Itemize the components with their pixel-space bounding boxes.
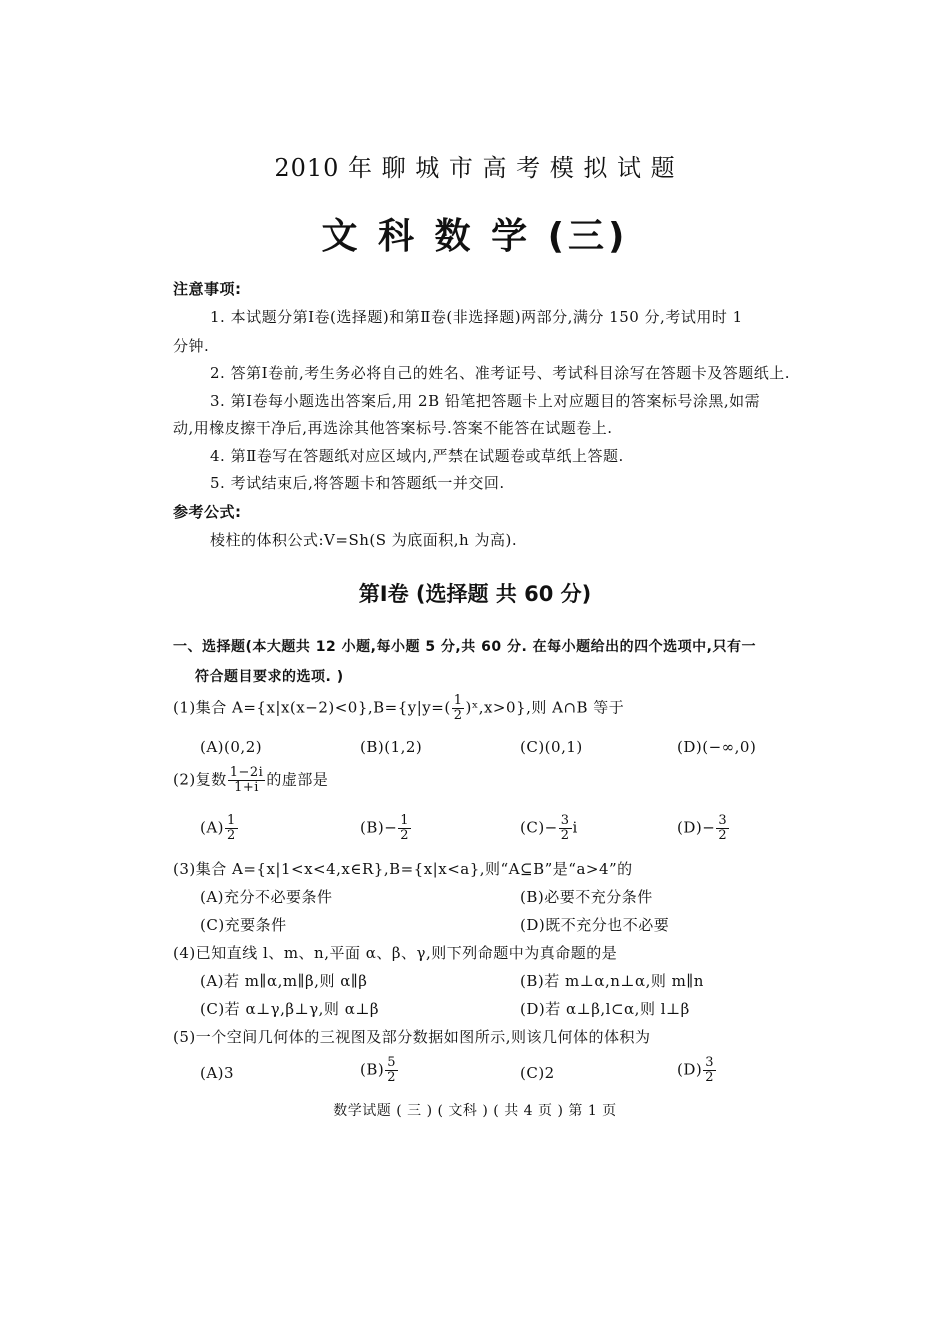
section-instruction-2: 符合题目要求的选项. ) [195,669,344,685]
formula-heading: 参考公式: [173,503,242,521]
notice-item-2: 2. 答第Ⅰ卷前,考生务必将自己的姓名、准考证号、考试科目涂写在答题卡及答题纸上. [210,364,791,382]
section-instruction-1: 一、选择题(本大题共 12 小题,每小题 5 分,共 60 分. 在每小题给出的四个选项中,只有一 [173,639,756,655]
q5-d-label: (D) [677,1060,703,1079]
q3-option-b: (B)必要不充分条件 [520,888,653,906]
question-3-stem: (3)集合 A={x|1<x<4,x∈R},B={x|x<a},则“A⊆B”是“a>4”的 [173,860,633,878]
exam-subtitle: 2010 年 聊 城 市 高 考 模 拟 试 题 [274,154,676,182]
q5-option-a: (A)3 [200,1064,235,1082]
notice-heading: 注意事项: [173,280,242,298]
q2-fraction [228,766,266,795]
q1-fraction [452,694,465,723]
q5-d-den: 2 [705,1070,715,1085]
q1-stem-a: (1)集合 A={x|x(x−2)<0},B={y|y=( [173,698,451,717]
q4-option-c: (C)若 α⊥γ,β⊥γ,则 α⊥β [200,1000,380,1018]
q2-stem-a: (2)复数 [173,770,227,789]
question-1-stem [173,694,624,723]
notice-item-5: 5. 考试结束后,将答题卡和答题纸一并交回. [210,474,505,492]
q2-c-suffix: i [572,818,578,837]
q5-d-num: 3 [705,1055,715,1070]
q1-option-b: (B)(1,2) [360,738,423,756]
q4-option-a: (A)若 m∥α,m∥β,则 α∥β [200,972,368,990]
q5-b-label: (B) [360,1060,385,1079]
q2-option-b [360,814,412,843]
q2-a-label: (A) [200,818,225,837]
q2-a-frac [225,814,238,843]
q2-c-label: (C)− [520,818,558,837]
q4-option-d: (D)若 α⊥β,l⊂α,则 l⊥β [520,1000,690,1018]
q2-b-label: (B)− [360,818,398,837]
question-5-stem: (5)一个空间几何体的三视图及部分数据如图所示,则该几何体的体积为 [173,1028,651,1046]
q2-option-a [200,814,239,843]
q2-d-den: 2 [718,828,728,843]
notice-item-3: 3. 第Ⅰ卷每小题选出答案后,用 2B 铅笔把答题卡上对应题目的答案标号涂黑,如需 [210,392,761,410]
q2-c-den: 2 [560,828,570,843]
q3-option-d: (D)既不充分也不必要 [520,916,670,934]
question-4-stem: (4)已知直线 l、m、n,平面 α、β、γ,则下列命题中为真命题的是 [173,944,618,962]
q2-frac-num: 1−2i [229,765,264,780]
q5-b-den: 2 [387,1070,397,1085]
q3-option-a: (A)充分不必要条件 [200,888,333,906]
q2-option-d [677,814,730,843]
section-title: 第Ⅰ卷 (选择题 共 60 分) [358,582,592,606]
q4-option-b: (B)若 m⊥α,n⊥α,则 m∥n [520,972,704,990]
q2-d-label: (D)− [677,818,716,837]
q2-d-frac [716,814,729,843]
q2-c-num: 3 [560,813,570,828]
exam-title: 文 科 数 学 (三) [321,216,629,257]
notice-item-4: 4. 第Ⅱ卷写在答题纸对应区域内,严禁在试题卷或草纸上答题. [210,447,624,465]
formula-text: 棱柱的体积公式:V=Sh(S 为底面积,h 为高). [210,531,518,549]
q2-a-den: 2 [227,828,236,843]
q2-b-num: 1 [400,813,410,828]
q3-option-c: (C)充要条件 [200,916,287,934]
q1-frac-num: 1 [453,693,463,708]
q2-stem-b: 的虚部是 [266,770,329,789]
notice-item-1-cont: 分钟. [173,337,210,355]
q2-b-frac [398,814,411,843]
q5-option-c: (C)2 [520,1064,555,1082]
q2-option-c [520,814,578,843]
notice-item-1: 1. 本试题分第Ⅰ卷(选择题)和第Ⅱ卷(非选择题)两部分,满分 150 分,考试用时 1 [210,308,743,326]
notice-item-3-cont: 动,用橡皮擦干净后,再选涂其他答案标号.答案不能答在试题卷上. [173,419,613,437]
q2-c-frac [559,814,572,843]
q1-option-c: (C)(0,1) [520,738,583,756]
q5-b-frac [385,1056,398,1085]
q1-stem-b: )ˣ,x>0},则 A∩B 等于 [465,698,625,717]
q5-d-frac [703,1056,716,1085]
q1-option-a: (A)(0,2) [200,738,263,756]
q2-d-num: 3 [718,813,728,828]
q2-b-den: 2 [400,828,410,843]
page-footer: 数学试题 ( 三 ) ( 文科 ) ( 共 4 页 ) 第 1 页 [333,1103,617,1119]
q1-option-d: (D)(−∞,0) [677,738,757,756]
q5-option-d [677,1056,717,1085]
q5-b-num: 5 [387,1055,397,1070]
q1-frac-den: 2 [453,708,463,723]
q2-a-num: 1 [227,813,236,828]
question-2-stem [173,766,328,795]
q2-frac-den: 1+i [234,780,259,795]
q5-option-b [360,1056,399,1085]
